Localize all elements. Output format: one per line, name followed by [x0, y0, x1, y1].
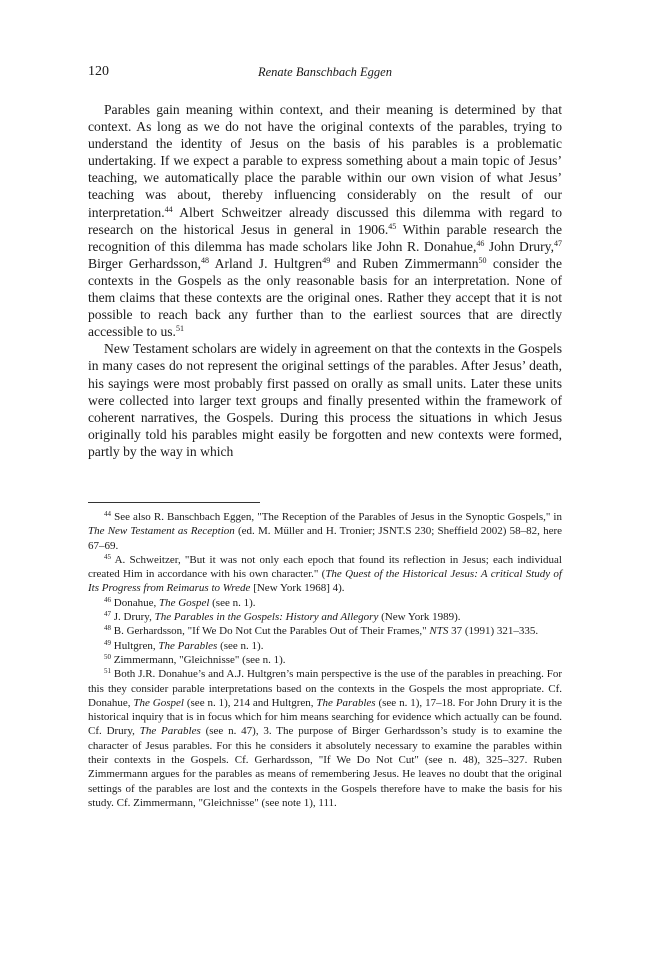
footnote-number: 48 — [104, 624, 111, 633]
title-italic: The Parables — [139, 725, 201, 738]
text-run: B. Gerhardsson, "If We Do Not Cut the Parables Out of Their Frames," — [111, 625, 430, 638]
text-run: Zimmermann, "Gleichnisse" (see n. 1). — [111, 653, 286, 666]
footnote-51 — [88, 667, 562, 810]
text-run: A. Schweitzer, "But it was not only each epoch that found its reflection in Jesus; each individual created Him in accordance with his own character." ( — [88, 553, 562, 581]
footnote-48 — [88, 624, 562, 638]
text-run: Albert Schweitzer already discussed this dilemma with regard to research on the historical Jesus in general in 1906. — [88, 204, 562, 237]
title-italic: The New Testament as Reception — [88, 525, 235, 538]
text-run: [New York 1968] 4). — [250, 582, 345, 595]
text-run: (see n. 1), 214 and Hultgren, — [183, 696, 317, 709]
footnote-ref-50[interactable]: 50 — [478, 255, 487, 265]
footnote-ref-47[interactable]: 47 — [553, 238, 562, 248]
text-run: Arland J. Hultgren — [209, 255, 323, 271]
footnote-divider — [88, 502, 260, 503]
text-run: (see n. 1). — [217, 639, 264, 652]
footnote-ref-49[interactable]: 49 — [322, 255, 331, 265]
paragraph-2: New Testament scholars are widely in agreement on that the contexts in the Gospels in many cases do not represent the original settings of the parables. After Jesus’ death, his sayings were most probably first passed on orally as small units. Later these units were collected into larger text groups and finally presented within the framework of coherent narratives, the Gospels. During this process the situations in which Jesus originally told his parables might easily be forgotten and new contexts were formed, partly by the way in which — [88, 341, 562, 459]
title-italic: The Quest of the Historical Jesus: A critical Study of Its Progress from Reimarus to Wrede — [88, 568, 562, 595]
text-run: John Drury, — [484, 238, 554, 254]
running-head: Renate Banschbach Eggen — [258, 65, 392, 79]
footnote-46 — [88, 596, 562, 610]
text-run: (see n. 1). — [209, 596, 256, 609]
title-italic: The Parables in the Gospels: History and Allegory — [154, 611, 379, 624]
text-run: Both J.R. Donahue’s and A.J. Hultgren’s main perspective is the use of the parables in preaching. For this they consider parable interpretations based on the contexts in the Gospels the most appropriate. Cf. Donahue, — [88, 668, 562, 709]
text-run: J. Drury, — [111, 611, 155, 624]
title-italic: The Gospel — [158, 596, 210, 609]
footnote-47 — [88, 610, 562, 624]
footnote-number: 47 — [104, 610, 111, 619]
text-run: (see n. 47), 3. The purpose of Birger Gerhardsson’s study is to examine the character of Jesus parables. For this he considers it absolutely necessary to examine the parables within their contexts in the Gospels. Cf. Gerhardsson, "If We Do Not Cut" (see n. 48), 325–327. Ruben Zimmermann argues for the parables as means of remembering Jesus. He leaves no doubt that the original settings of the parables are lost and the contexts in the Gospels therefore have to make the basis for his study. Cf. Zimmermann, "Gleichnisse" (see note 1), 111. — [88, 725, 562, 809]
title-italic: NTS — [429, 625, 449, 638]
footnote-ref-48[interactable]: 48 — [201, 255, 209, 265]
footnotes — [88, 510, 562, 810]
footnote-number: 50 — [104, 652, 111, 661]
text-run: (ed. M. Müller and H. Tronier; JSNT.S 230; Sheffield 2002) 58–82, here 67–69. — [88, 525, 562, 552]
footnote-ref-51[interactable]: 51 — [175, 324, 184, 334]
page-header — [88, 64, 562, 82]
footnote-49 — [88, 639, 562, 653]
body-text — [88, 101, 562, 460]
page-number: 120 — [88, 64, 109, 79]
text-run: Donahue, — [111, 596, 159, 609]
footnote-ref-46[interactable]: 46 — [476, 238, 485, 248]
footnote-number: 49 — [104, 638, 111, 647]
footnote-44 — [88, 510, 562, 553]
text-run: 37 (1991) 321–335. — [448, 625, 539, 638]
footnote-number: 51 — [104, 667, 111, 676]
title-italic: The Gospel — [133, 696, 184, 709]
footnote-number: 46 — [104, 595, 111, 604]
text-run: (New York 1989). — [378, 611, 461, 624]
text-run: and Ruben Zimmermann — [330, 255, 479, 271]
footnote-ref-45[interactable]: 45 — [388, 221, 397, 231]
text-run: Parables gain meaning within context, and their meaning is determined by that context. As long as we do not have the original contexts of the parables, trying to understand the identity of Jesus on the basis of his parables is a problematic undertaking. If we expect a parable to express something about a main topic of Jesus’ teaching, we automatically place the parable within our own vision of what Jesus’ teaching was about, thereby influencing considerably on the result of our interpretation. — [88, 102, 562, 220]
footnote-ref-44[interactable]: 44 — [164, 204, 173, 214]
title-italic: The Parables — [158, 639, 218, 652]
footnote-45 — [88, 553, 562, 596]
text-run: (see n. 1), 17–18. For John Drury it is the historical inquiry that is in focus which for him means searching for evidence which actually can be found. Cf. Drury, — [88, 696, 562, 738]
text-run: Birger Gerhardsson, — [88, 255, 201, 271]
text-run: consider the contexts in the Gospels as the only reasonable basis for an interpretation. None of them claims that these contexts are the original ones. Rather they accept that it is not possible to reach back any further than to the earliest sources that are directly accessible to us. — [88, 255, 562, 340]
footnote-number: 45 — [104, 552, 111, 561]
title-italic: The Parables — [316, 696, 376, 709]
footnote-50 — [88, 653, 562, 667]
text-run: Within parable research the recognition of this dilemma has made scholars like John R. Donahue, — [88, 221, 562, 254]
paragraph-1 — [88, 101, 562, 340]
footnote-number: 44 — [104, 510, 111, 518]
text-run: Hultgren, — [111, 639, 159, 652]
text-run: See also R. Banschbach Eggen, "The Reception of the Parables of Jesus in the Synoptic Gospels," in — [111, 511, 562, 523]
